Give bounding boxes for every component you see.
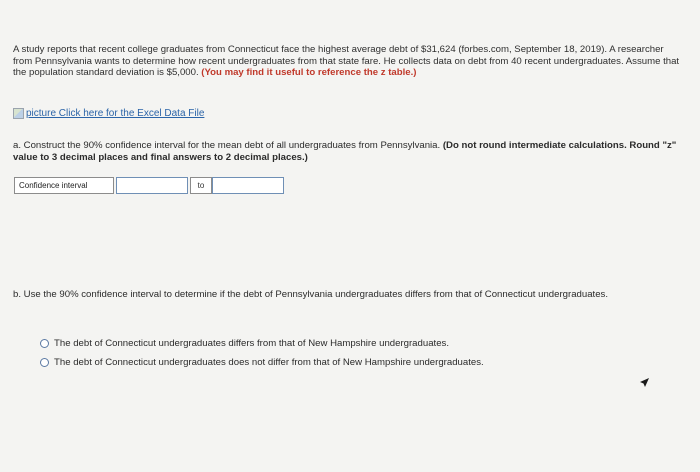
radio-button[interactable]	[40, 339, 49, 348]
z-table-hint[interactable]: (You may find it useful to reference the z table.)	[201, 67, 417, 79]
part-a-instructions: (Do not round intermediate calculations. Round "z" value to 3 decimal places and final answers to 2 decimal places.)	[13, 140, 677, 163]
option-differs[interactable]	[40, 334, 484, 353]
part-b-question: b. Use the 90% confidence interval to determine if the debt of Pennsylvania undergraduates differs from that of Connecticut undergraduates.	[13, 289, 608, 300]
part-a-text: a. Construct the 90% confidence interval for the mean debt of all undergraduates from Pennsylvania.	[13, 140, 441, 151]
radio-button[interactable]	[40, 358, 49, 367]
part-a-question	[13, 140, 683, 163]
option-label[interactable]: The debt of Connecticut undergraduates does not differ from that of New Hampshire undergraduates.	[54, 357, 484, 368]
ci-upper-input[interactable]	[212, 177, 284, 194]
ci-to-label: to	[190, 177, 212, 194]
problem-statement	[13, 44, 681, 79]
problem-text: A study reports that recent college graduates from Connecticut face the highest average debt of $31,624 (forbes.com, September 18, 2019). A researcher from Pennsylvania wants to determine how recent undergraduates from that state fare. He collects data on debt from 40 recent undergraduates. Assume that the population standard deviation is $5,000.	[13, 44, 680, 79]
excel-data-link[interactable]	[13, 108, 204, 119]
mouse-pointer-icon	[638, 377, 650, 389]
broken-image-icon	[13, 108, 24, 119]
answer-options	[40, 334, 484, 372]
option-label[interactable]: The debt of Connecticut undergraduates differs from that of New Hampshire undergraduates.	[54, 338, 449, 349]
option-not-differs[interactable]	[40, 353, 484, 372]
confidence-interval-label: Confidence interval	[14, 177, 114, 194]
ci-lower-input[interactable]	[116, 177, 188, 194]
confidence-interval-row	[14, 177, 284, 195]
excel-data-link-label[interactable]: picture Click here for the Excel Data File	[26, 108, 205, 119]
